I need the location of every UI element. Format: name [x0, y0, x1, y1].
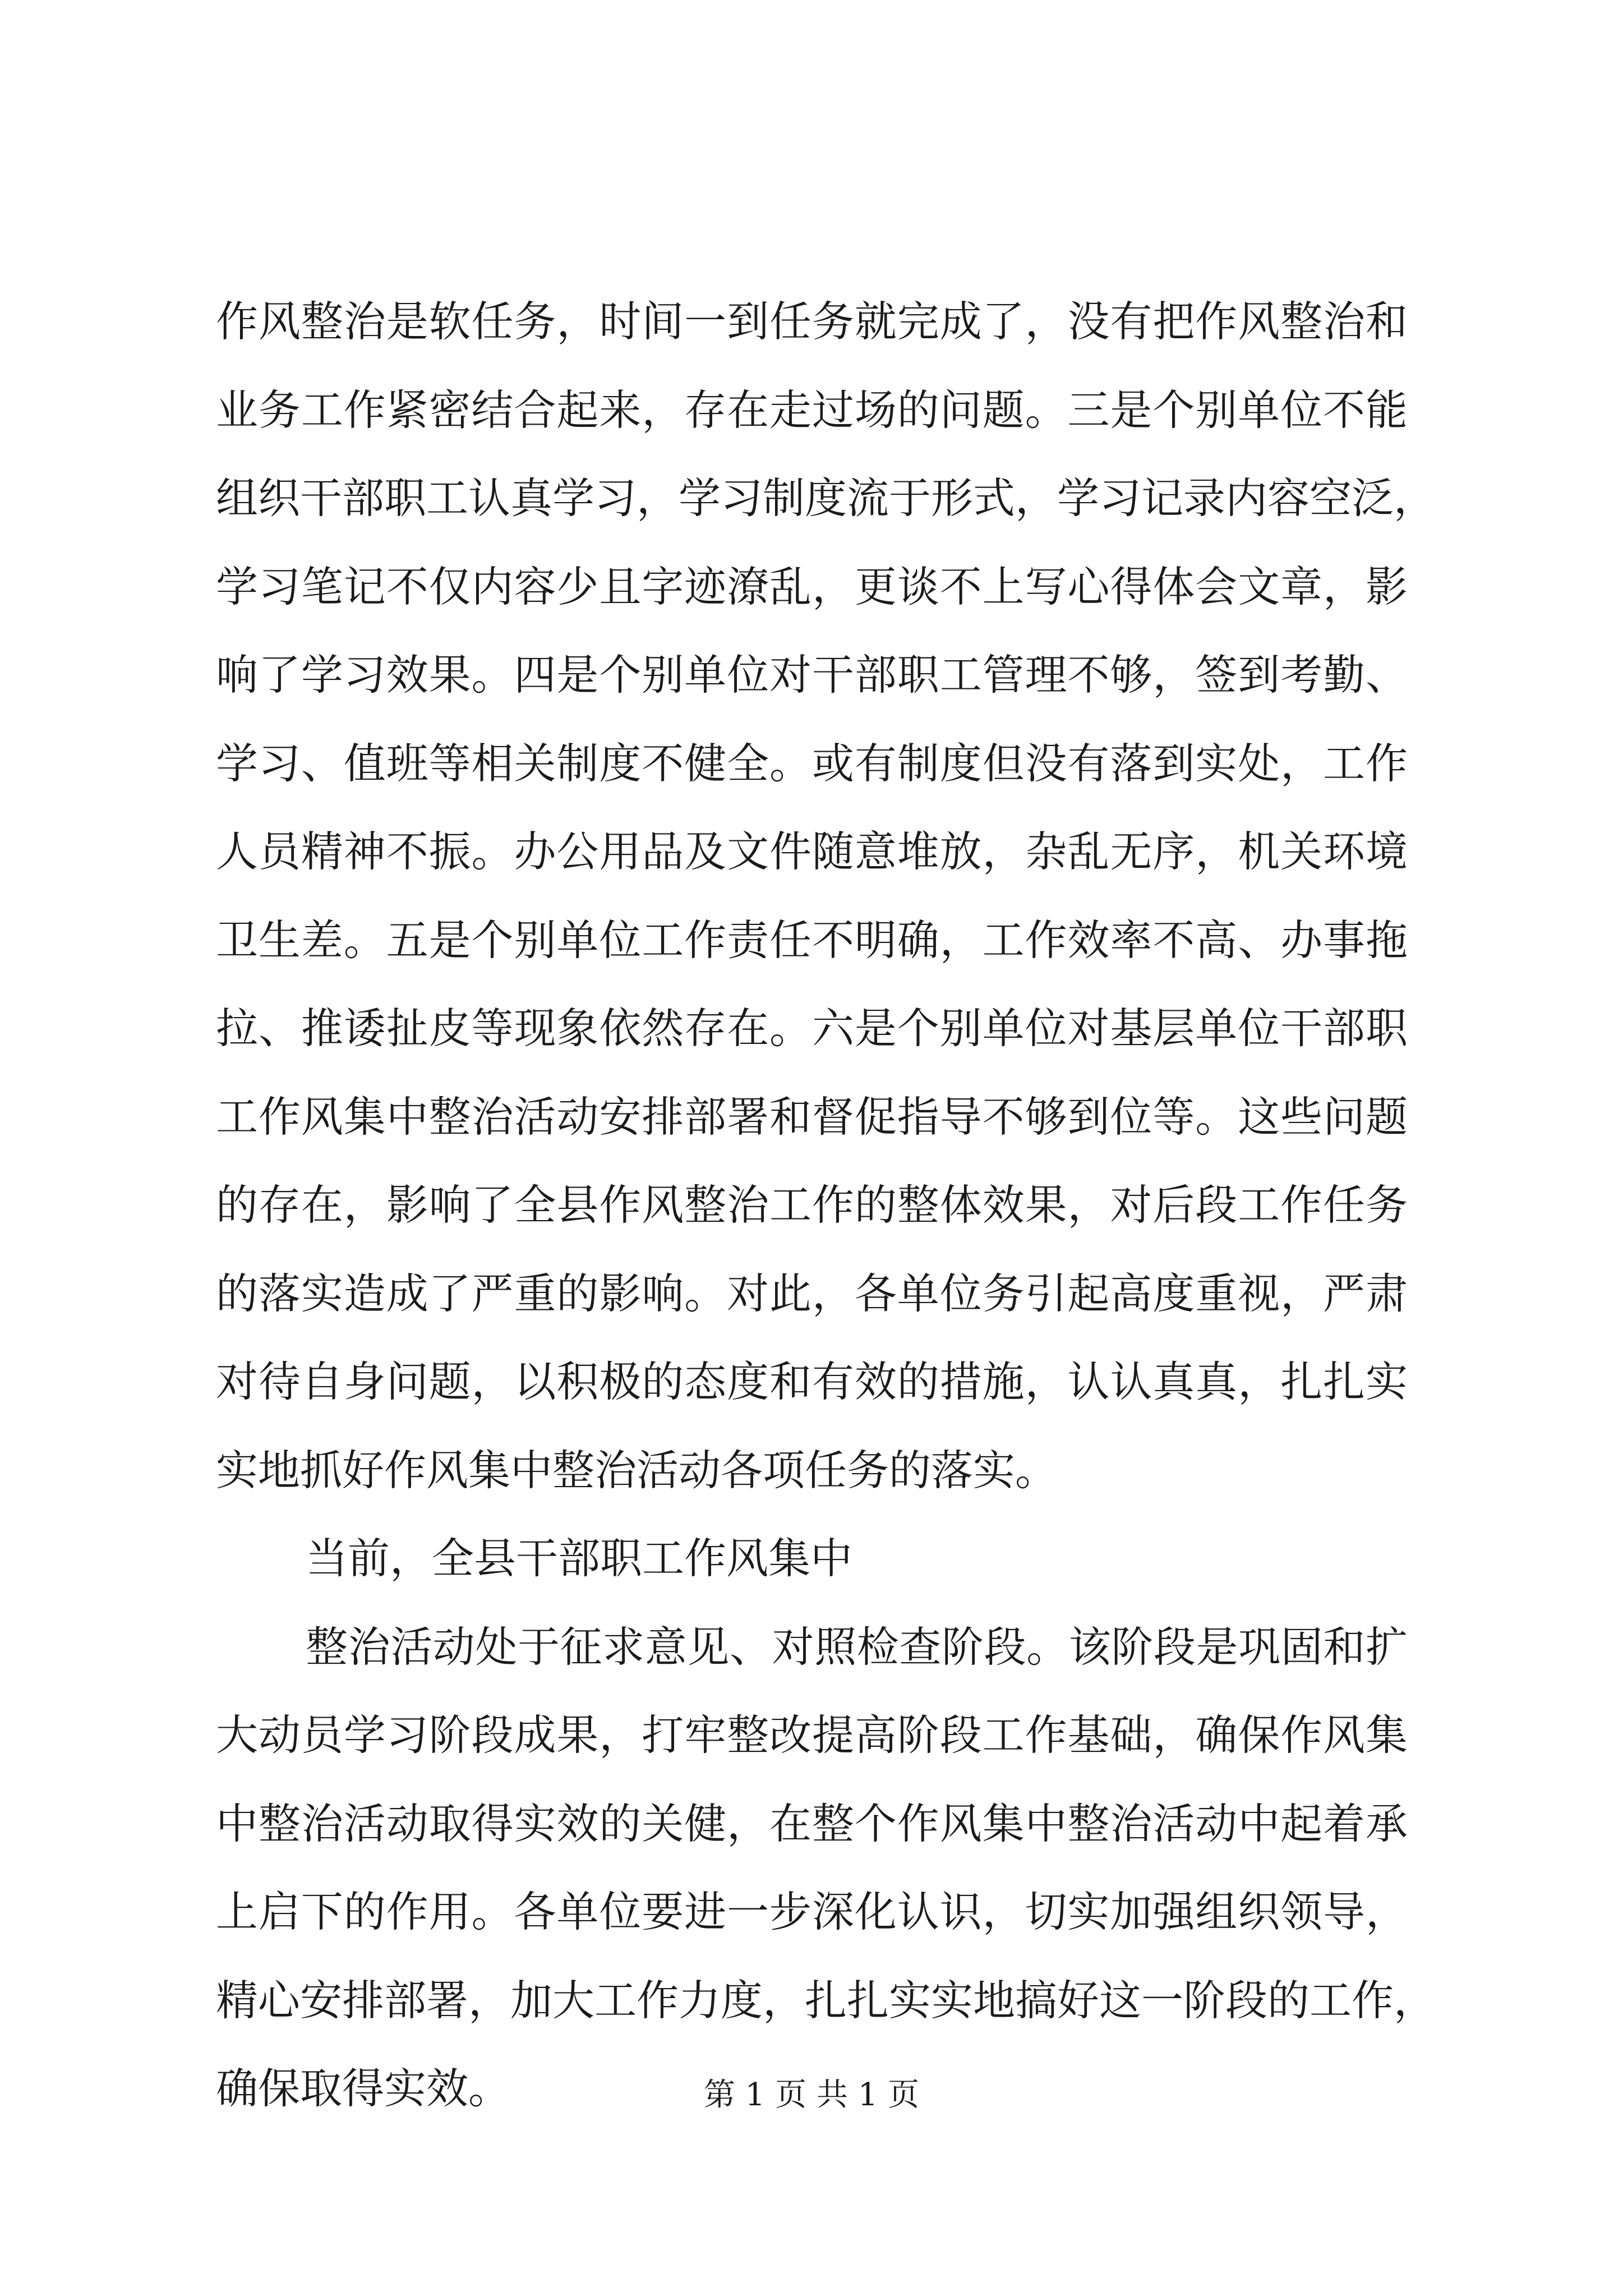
- text-line: 上启下的作用。各单位要进一步深化认识，切实加强组织领导，: [216, 1887, 1408, 1936]
- page-footer: 第 1 页 共 1 页: [703, 2077, 920, 2113]
- text-line: 业务工作紧密结合起来，存在走过场的问题。三是个别单位不能: [216, 385, 1408, 435]
- text-line: 拉、推诿扯皮等现象依然存在。六是个别单位对基层单位干部职: [216, 1004, 1408, 1053]
- document-body: [216, 278, 1436, 2133]
- text-line: 对待自身问题，以积极的态度和有效的措施，认认真真，扎扎实: [216, 1357, 1408, 1406]
- text-line: 组织干部职工认真学习，学习制度流于形式，学习记录内容空泛，: [216, 473, 1436, 523]
- text-line: 人员精神不振。办公用品及文件随意堆放，杂乱无序，机关环境: [216, 827, 1408, 876]
- text-line: 大动员学习阶段成果，打牢整改提高阶段工作基础，确保作风集: [216, 1710, 1408, 1760]
- text-line: 的落实造成了严重的影响。对此，各单位务引起高度重视，严肃: [216, 1268, 1408, 1318]
- text-line: 的存在，影响了全县作风整治工作的整体效果，对后段工作任务: [216, 1180, 1408, 1230]
- text-line: 响了学习效果。四是个别单位对干部职工管理不够，签到考勤、: [216, 650, 1408, 700]
- text-line: 作风整治是软任务，时间一到任务就完成了，没有把作风整治和: [216, 297, 1408, 346]
- text-line: 工作风集中整治活动安排部署和督促指导不够到位等。这些问题: [216, 1092, 1408, 1142]
- text-line: 实地抓好作风集中整治活动各项任务的落实。: [216, 1445, 1058, 1495]
- text-line: 学习、值班等相关制度不健全。或有制度但没有落到实处，工作: [216, 738, 1408, 788]
- text-line: 中整治活动取得实效的关健，在整个作风集中整治活动中起着承: [216, 1798, 1408, 1848]
- text-line: 确保取得实效。: [216, 2064, 511, 2113]
- text-line: 学习笔记不仅内容少且字迹潦乱，更谈不上写心得体会文章，影: [216, 562, 1408, 611]
- text-line: 精心安排部署，加大工作力度，扎扎实实地搞好这一阶段的工作，: [216, 1975, 1436, 2025]
- text-line: 整治活动处于征求意见、对照检查阶段。该阶段是巩固和扩: [306, 1622, 1408, 1672]
- text-line: 卫生差。五是个别单位工作责任不明确，工作效率不高、办事拖: [216, 915, 1408, 965]
- text-line: 当前，全县干部职工作风集中: [306, 1534, 853, 1583]
